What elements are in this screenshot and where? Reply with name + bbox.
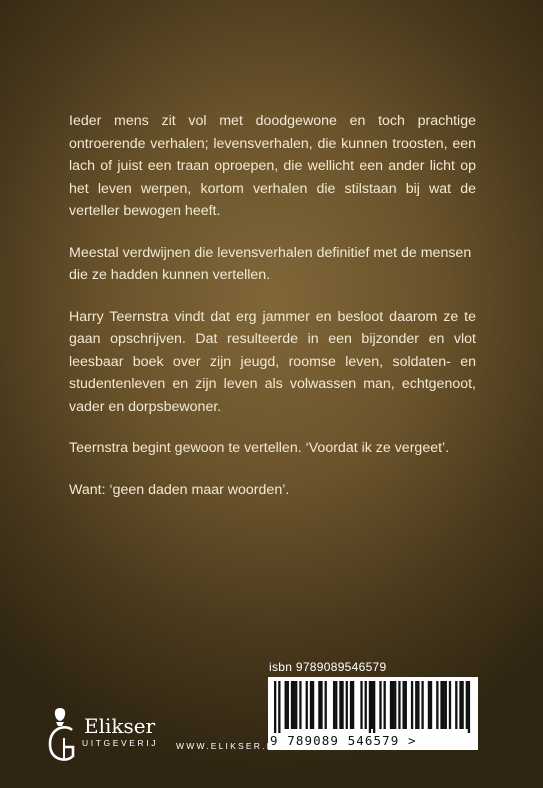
publisher-website: WWW.ELIKSER.NL [176, 741, 282, 751]
barcode-bar [459, 681, 461, 729]
barcode-bar [445, 681, 447, 729]
publisher-subtitle: UITGEVERIJ [82, 738, 159, 748]
barcode-bars [274, 681, 472, 733]
barcode-bar [417, 681, 419, 729]
barcode-bar [392, 681, 394, 729]
blurb-paragraph-3: Harry Teernstra vindt dat erg jammer en besloot daarom ze te gaan opschrijven. Dat resulteerde in een bijzonder en vlot leesbaar boek over zijn jeugd, roomse leven, soldaten- en studentenleven en zijn leven als volwassen man, echtgenoot, vader en dorpsbewoner. [69, 308, 476, 415]
barcode-bar [339, 681, 341, 729]
barcode-bar [468, 681, 470, 733]
blurb-paragraph-5: Want: ‘geen daden maar woorden’. [69, 481, 290, 498]
barcode-bar [436, 681, 438, 729]
barcode-bar [274, 681, 276, 733]
barcode-bar [390, 681, 392, 729]
barcode-bar [369, 681, 371, 733]
barcode-bar [335, 681, 337, 729]
barcode-bar [428, 681, 430, 729]
barcode-bar [430, 681, 432, 729]
barcode-bar [384, 681, 386, 729]
blurb-paragraph-2: Meestal verdwijnen die levensverhalen definitief met de mensen die ze hadden kunnen vertellen. [69, 244, 472, 283]
barcode-bar [371, 681, 373, 729]
barcode-bar [415, 681, 417, 729]
barcode-bar [405, 681, 407, 729]
barcode-bar [394, 681, 396, 729]
blurb-paragraph-4: Teernstra begint gewoon te vertellen. ‘Voordat ik ze vergeet’. [69, 440, 450, 456]
barcode-bar [341, 681, 343, 729]
publisher-logo [42, 704, 182, 764]
barcode-bar [461, 681, 463, 729]
publisher-name: Elikser [84, 714, 156, 738]
barcode-bar [411, 681, 413, 729]
barcode-bar [295, 681, 297, 729]
barcode-bar [299, 681, 301, 729]
barcode-bar [306, 681, 308, 729]
barcode-bar [352, 681, 354, 729]
barcode-digits: 9 789089 546579 > [270, 733, 417, 748]
barcode-bar [333, 681, 335, 729]
barcode-bar [346, 681, 348, 729]
barcode-bar [365, 681, 367, 729]
barcode-bar [291, 681, 293, 729]
barcode-bar [449, 681, 451, 729]
barcode-bar [278, 681, 280, 733]
back-cover-blurb [69, 110, 476, 520]
isbn-label: isbn 9789089546579 [269, 660, 387, 674]
barcode-bar [360, 681, 362, 729]
barcode-bar [285, 681, 287, 729]
barcode-bar [440, 681, 442, 729]
barcode-bar [398, 681, 400, 729]
barcode-bar [466, 681, 468, 729]
barcode-bar [350, 681, 352, 729]
barcode-bar [373, 681, 375, 733]
barcode-bar [318, 681, 320, 729]
barcode [268, 677, 478, 750]
barcode-bar [325, 681, 327, 729]
barcode-bar [421, 681, 423, 729]
barcode-bar [310, 681, 312, 729]
barcode-bar [293, 681, 295, 729]
barcode-bar [312, 681, 314, 729]
publisher-emblem-icon [42, 704, 86, 764]
barcode-bar [443, 681, 445, 729]
barcode-bar [402, 681, 404, 729]
barcode-bar [379, 681, 381, 729]
blurb-paragraph-1: Ieder mens zit vol met doodgewone en toch prachtige ontroerende verhalen; levensverhalen, die kunnen troosten, een lach of juist een traan oproepen, die wellicht een ander licht op het leven werpen, kortom verhalen die stilstaan bij wat de verteller bewogen heeft. [69, 113, 476, 219]
barcode-bar [287, 681, 289, 729]
barcode-bar [455, 681, 457, 729]
barcode-bar [320, 681, 322, 729]
